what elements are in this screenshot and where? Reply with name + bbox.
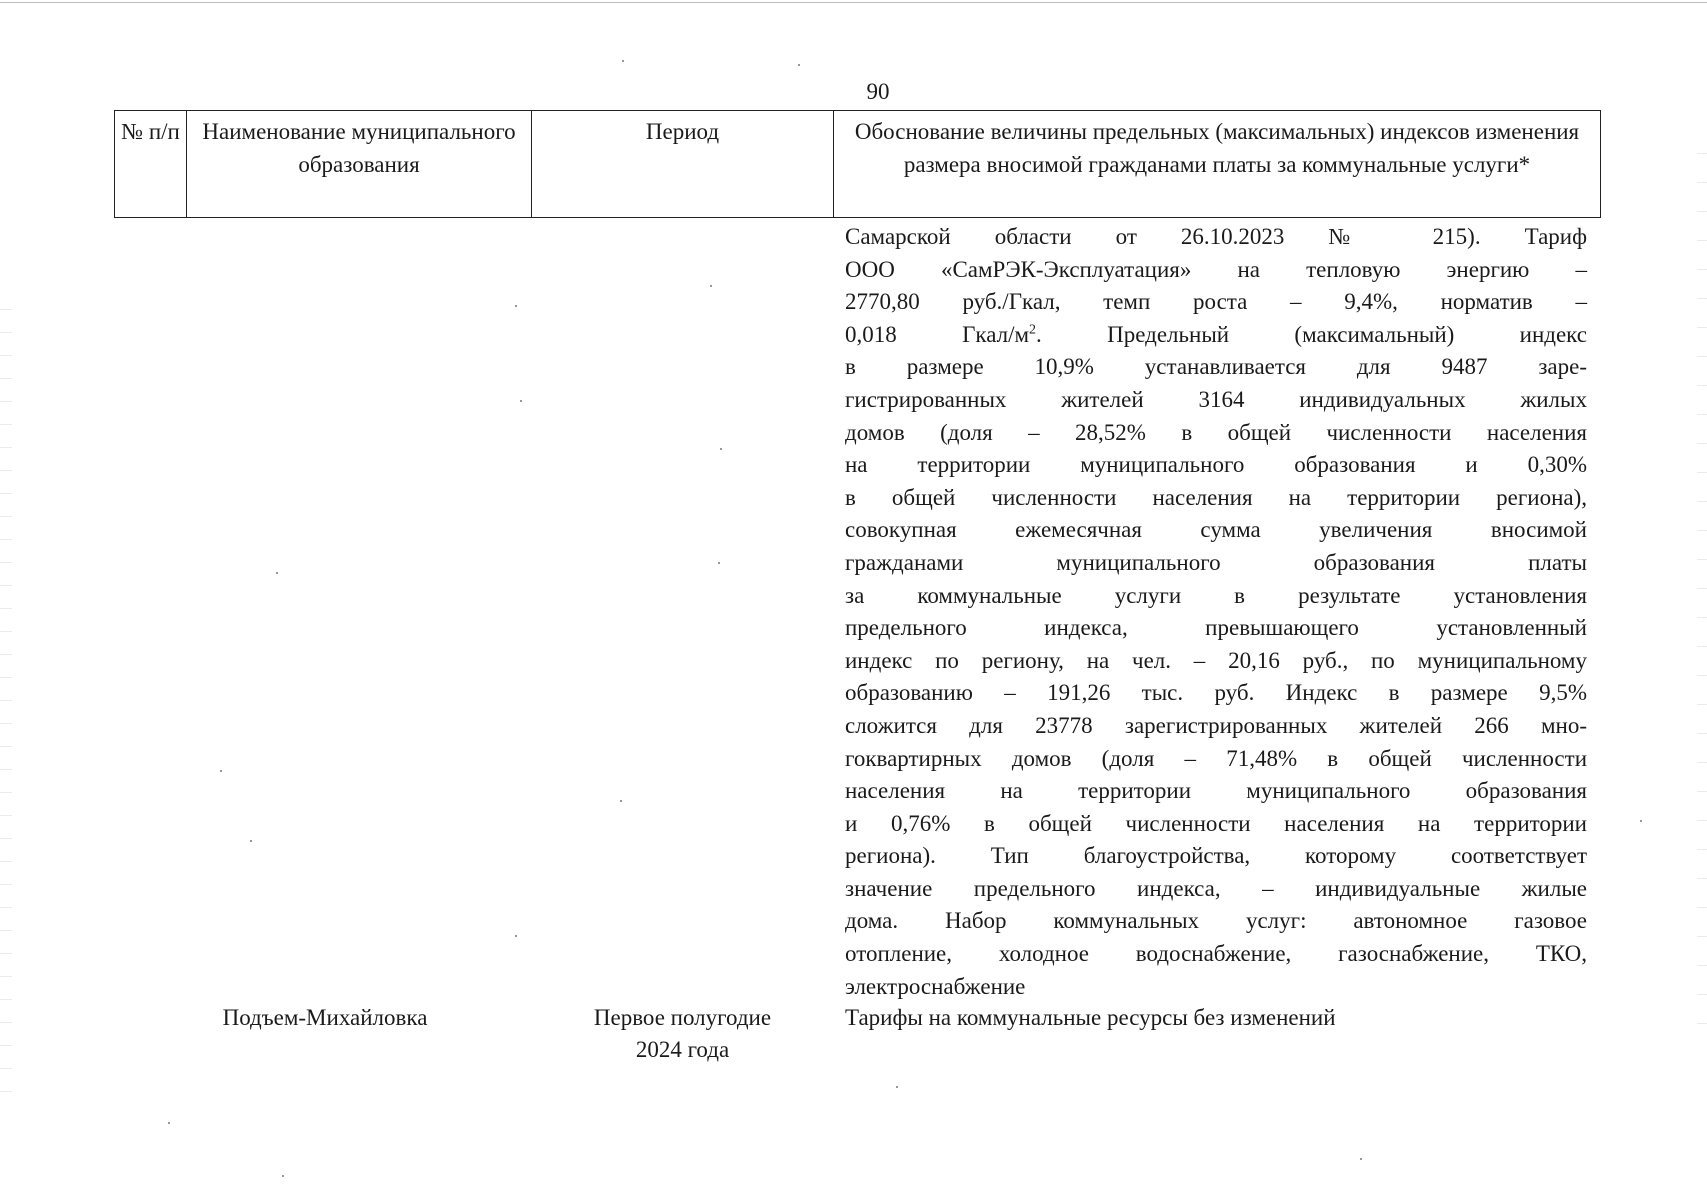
header-cell-municipality: Наименование муниципального образования — [187, 111, 532, 218]
scan-speck — [896, 1086, 898, 1088]
text-line: Самарской области от 26.10.2023 № 215). Тариф — [845, 224, 1587, 249]
text-line: предельного индекса, превышающего установленный — [845, 615, 1587, 641]
text-line: значение предельного индекса, – индивидуальные жилые — [845, 875, 1587, 901]
scan-speck — [250, 840, 252, 842]
scan-speck — [710, 285, 712, 287]
table-header-row — [115, 111, 1601, 218]
text-line: на территории муниципального образования и 0,30% — [845, 452, 1587, 478]
text-line: населения на территории муниципального образования — [845, 778, 1587, 804]
scan-right-edge-noise — [1697, 140, 1707, 1040]
text-line: 2770,80 руб./Гкал, темп роста – 9,4%, норматив – — [845, 289, 1587, 315]
row-period — [540, 1002, 825, 1066]
row-period-line: Первое полугодие — [593, 1005, 772, 1030]
scan-speck — [515, 935, 517, 937]
row-period-line: 2024 года — [635, 1037, 730, 1062]
text-line: образованию – 191,26 тыс. руб. Индекс в размере 9,5% — [845, 680, 1587, 706]
text-line: сложится для 23778 зарегистрированных жителей 266 мно- — [845, 712, 1587, 738]
scan-speck — [720, 448, 722, 450]
header-cell-period: Период — [532, 111, 834, 218]
text-line-with-superscript — [845, 319, 1587, 352]
text-line: домов (доля – 28,52% в общей численности населения — [845, 419, 1587, 445]
text-line: электроснабжение — [845, 973, 1026, 999]
scan-top-edge-line — [0, 2, 1707, 3]
superscript: 2 — [1029, 322, 1037, 338]
text-line: совокупная ежемесячная сумма увеличения вносимой — [845, 517, 1587, 543]
text-line: гистрированных жителей 3164 индивидуальных жилых — [845, 386, 1587, 412]
text-line: отопление, холодное водоснабжение, газоснабжение, ТКО, — [845, 941, 1587, 967]
text-line: за коммунальные услуги в результате установления — [845, 582, 1587, 608]
scan-speck — [620, 800, 622, 802]
scan-speck — [798, 64, 800, 66]
scan-speck — [622, 60, 624, 62]
justification-continuation — [845, 221, 1587, 1003]
header-cell-number: № п/п — [115, 111, 187, 218]
scan-left-edge-noise — [0, 300, 12, 1100]
scan-speck — [1640, 820, 1642, 822]
scan-speck — [220, 770, 222, 772]
page-number: 90 — [866, 79, 890, 104]
row-justification: Тарифы на коммунальные ресурсы без изменений — [845, 1005, 1336, 1030]
text-line: ООО «СамРЭК-Эксплуатация» на тепловую энергию – — [845, 256, 1587, 282]
scan-speck — [520, 400, 522, 402]
scan-speck — [282, 1175, 284, 1177]
text-line-end: . Предельный (максимальный) индекс — [1036, 321, 1587, 347]
scan-speck — [276, 572, 278, 574]
text-line-start: 0,018 Гкал/м — [845, 321, 1030, 347]
scan-speck — [1360, 1158, 1362, 1160]
text-line: региона). Тип благоустройства, которому соответствует — [845, 843, 1587, 869]
scan-speck — [515, 305, 517, 307]
text-line: в размере 10,9% устанавливается для 9487 заре- — [845, 354, 1587, 380]
text-line: гоквартирных домов (доля – 71,48% в общей численности — [845, 745, 1587, 771]
header-cell-justification: Обоснование величины предельных (максимальных) индексов изменения размера вносимой гражданами платы за коммунальные услуги* — [834, 111, 1601, 218]
text-line: гражданами муниципального образования платы — [845, 549, 1587, 575]
text-line: индекс по региону, на чел. – 20,16 руб., по муниципальному — [845, 647, 1587, 673]
text-line: и 0,76% в общей численности населения на территории — [845, 810, 1587, 836]
text-line: в общей численности населения на территории региона), — [845, 484, 1587, 510]
text-line: дома. Набор коммунальных услуг: автономное газовое — [845, 908, 1587, 934]
row-municipality-name: Подъем-Михайловка — [222, 1005, 428, 1030]
scan-speck — [718, 562, 720, 564]
table-header — [114, 110, 1601, 218]
scan-speck — [168, 1122, 170, 1124]
